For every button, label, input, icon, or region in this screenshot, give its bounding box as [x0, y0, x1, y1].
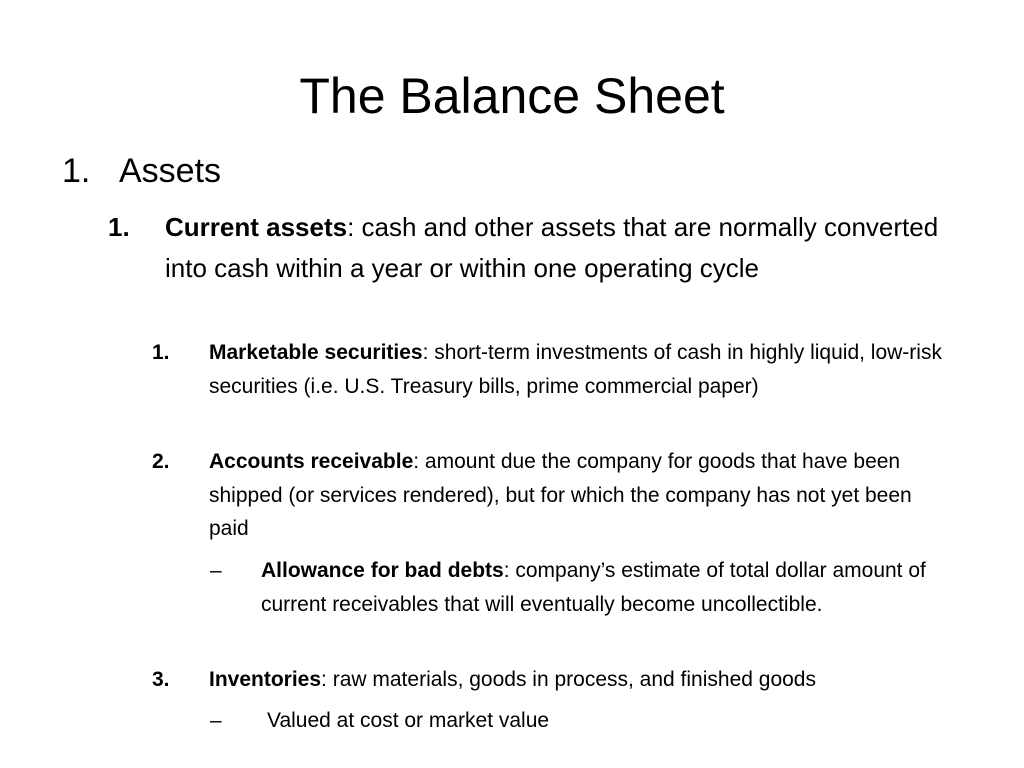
list-item-term: Marketable securities [209, 341, 423, 364]
list-item-text [209, 336, 952, 403]
dash-bullet: – [210, 709, 222, 732]
sub-item-term: Allowance for bad debts [261, 559, 504, 582]
list-item-text [209, 663, 952, 697]
current-assets-text [165, 207, 978, 289]
list-item-number: 1. [152, 341, 170, 364]
current-assets-number: 1. [108, 212, 130, 242]
list-item-marketable-securities [152, 336, 952, 403]
list-item-inventories [152, 663, 952, 697]
sub-item-definition: : company’s estimate of total dollar amount of current receivables that will eventually become uncollectible. [261, 559, 926, 616]
section-number: 1. [62, 152, 91, 190]
list-item-text [209, 445, 952, 546]
sub-item-valued-at-cost [210, 704, 965, 738]
list-item-term: Inventories [209, 668, 322, 691]
sub-item-text: Valued at cost or market value [267, 709, 550, 732]
section-label: Assets [119, 152, 222, 190]
slide-title: The Balance Sheet [299, 68, 725, 124]
sub-item-text [261, 554, 965, 621]
sub-item-allowance-bad-debts [210, 554, 965, 621]
current-assets-term: Current assets [165, 212, 348, 242]
list-item-definition: : short-term investments of cash in highly liquid, low-risk securities (i.e. U.S. Treasury bills, prime commercial paper) [209, 341, 942, 398]
list-item-definition: : amount due the company for goods that have been shipped (or services rendered), but for which the company has not yet been paid [209, 450, 912, 540]
list-item-number: 2. [152, 450, 170, 473]
dash-bullet: – [210, 559, 222, 582]
section-assets [62, 150, 962, 192]
list-item-definition: : raw materials, goods in process, and finished goods [321, 668, 816, 691]
current-assets-item [108, 207, 978, 289]
list-item-term: Accounts receivable [209, 450, 414, 473]
list-item-number: 3. [152, 668, 170, 691]
current-assets-definition: : cash and other assets that are normally converted into cash within a year or within one operating cycle [165, 212, 939, 283]
list-item-accounts-receivable [152, 445, 952, 546]
